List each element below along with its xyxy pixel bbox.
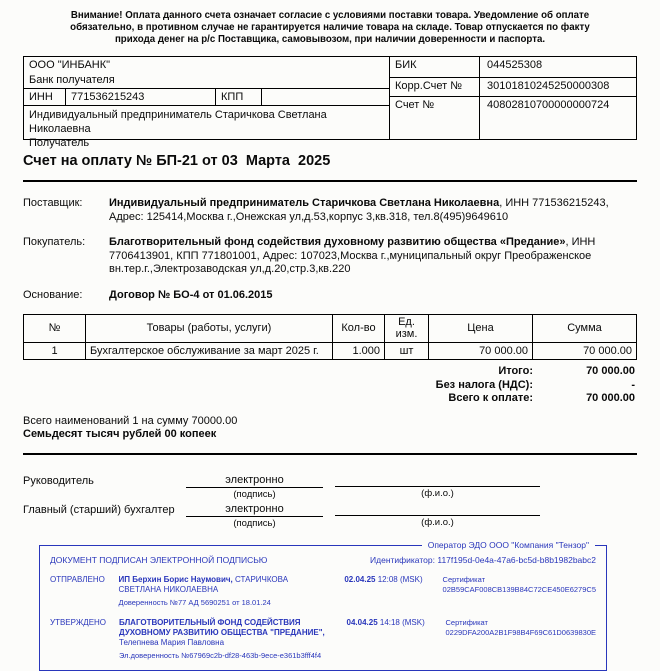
identifier-value: 117f195d-0e4a-47a6-bc5d-b8b1982babc2 [437,554,596,565]
identifier [370,555,596,565]
entry-party [119,618,326,661]
entry-party-bold: БЛАГОТВОРИТЕЛЬНЫЙ ФОНД СОДЕЙСТВИЯ ДУХОВНОМУ РАЗВИТИЮ ОБЩЕСТВА "ПРЕДАНИЕ", [119,617,325,637]
account-value: 40802810700000000724 [487,99,610,111]
header-num: № [24,315,86,343]
basis-row [23,289,637,303]
accountant-signature-block [186,503,323,529]
bank-name: ООО "ИНБАНК" [29,59,111,71]
total-label: Без налога (НДС): [435,378,533,391]
entry-attorney: Доверенность №77 АД 5690251 от 18.01.24 [118,597,271,607]
item-description: Бухгалтерское обслуживание за март 2025 г. [86,343,333,360]
bank-right-section [389,57,636,139]
bik-row [390,57,636,78]
signature-gap [323,503,335,529]
items-count-line: Всего наименований 1 на сумму 70000.00 [23,414,238,427]
accountant-role-label: Главный (старший) бухгалтер [23,503,175,516]
buyer-details: , ИНН 7706413901, КПП 771801001, Адрес: 107023,Москва г.,муниципальный округ Преображенское вн.тер.г.,Электрозаводская ул,д.20,стр.3,кв.220 [109,236,596,275]
buyer-name: Благотворительный фонд содействия духовному развитию общества «Предание» [109,236,566,248]
signature-caption: (подпись) [233,488,276,500]
inn-label: ИНН [24,89,66,105]
entry-time: 12:08 (MSK) [375,574,423,584]
entry-status: ОТПРАВЛЕНО [50,575,105,584]
accountant-signature-value: электронно [186,503,323,517]
accountant-signature-row [23,503,637,529]
stamp-entry-sent [50,575,596,608]
header-qty: Кол-во [333,315,385,343]
corr-account-row [390,78,636,97]
director-signature-value: электронно [186,474,323,488]
edo-operator-label: Оператор ЭДО ООО "Компания "Тензор" [422,540,595,550]
supplier-value [109,197,637,224]
total-line-nds [23,379,637,393]
title-divider [23,180,637,182]
stamp-header [50,555,596,565]
director-fio-block [335,474,540,500]
entry-party-rest: СТАРИЧКОВА СВЕТЛАНА НИКОЛАЕВНА [118,574,289,594]
signed-statement: ДОКУМЕНТ ПОДПИСАН ЭЛЕКТРОННОЙ ПОДПИСЬЮ [50,554,268,565]
signature-caption: (подпись) [233,517,276,529]
entry-party-main [119,575,325,595]
header-sum: Сумма [533,315,637,343]
corr-account-value: 30101810245250000308 [487,80,610,92]
entry-person: Телепнева Мария Павловна [119,637,225,647]
supplier-details: , ИНН 771536215243, Адрес: 125414,Москва г.,Онежская ул,д.53,корпус 3,кв.318, тел.8(495)9649610 [109,197,609,223]
corr-account-label: Корр.Счет № [390,78,480,96]
director-role-label: Руководитель [23,474,94,487]
entry-party-bold: ИП Берхин Борис Наумович, [118,574,233,584]
bank-name-caption: Банк получателя [29,74,115,86]
supplier-name: Индивидуальный предприниматель Старичкова Светлана Николаевна [109,197,500,209]
bik-value: 044525308 [487,59,543,71]
basis-value: Договор № БО-4 от 01.06.2015 [109,288,273,301]
basis-label: Основание: [23,288,83,301]
director-signature-block [186,474,323,500]
payee-name: Индивидуальный предприниматель Старичкова Светлана Николаевна [29,109,327,135]
invoice-title: Счет на оплату № БП-21 от 03 Марта 2025 [23,153,331,169]
bank-name-cell [24,57,389,89]
fio-caption: (ф.и.о.) [421,516,454,528]
bik-label: БИК [390,57,480,77]
e-signature-stamp [39,539,607,671]
totals-section [23,365,637,406]
entry-time: 14:18 (MSK) [377,617,425,627]
total-line-itogo [23,365,637,379]
items-header-row [24,315,637,343]
accountant-fio-line [335,503,540,516]
header-goods: Товары (работы, услуги) [86,315,333,343]
total-value: - [631,378,635,391]
signature-gap [323,474,335,500]
total-label: Всего к оплате: [448,392,533,404]
item-unit: шт [385,343,429,360]
entry-datetime [347,618,446,661]
payee-cell [24,106,389,152]
item-qty: 1.000 [333,343,385,360]
entry-status: УТВЕРЖДЕНО [50,618,107,627]
item-sum: 70 000.00 [533,343,637,360]
bank-left-section [24,57,389,149]
entry-party [119,575,325,608]
item-num: 1 [24,343,86,360]
bank-requisites-table [23,56,637,149]
parties-section [23,197,637,302]
supplier-row [23,197,637,224]
items-table [23,314,637,360]
entry-party-main [119,618,326,638]
total-value: 70 000.00 [586,365,635,377]
total-label: Итого: [498,365,533,377]
entry-datetime [344,575,442,608]
accountant-fio-block [335,503,540,529]
payment-warning-text: Внимание! Оплата данного счета означает согласие с условиями поставки товара. Уведомление об оплате обязательно, в противном случае не гарантируется наличие товара на складе. Товар отпускается по факту прихода денег на р/с Поставщика, самовывозом, при наличии доверенности и паспорта. [70,10,590,45]
buyer-label: Покупатель: [23,236,86,248]
amount-in-words: Семьдесят тысяч рублей 00 копеек [23,428,217,440]
kpp-label: КПП [216,89,262,105]
header-unit: Ед. изм. [385,315,429,343]
account-row [390,97,636,139]
entry-certificate: Сертификат 0229DFA200A2B1F98B4F69C61D0639830E [445,617,597,637]
e-signature-stamp-box [39,545,607,671]
signatures-section [23,474,637,529]
buyer-value [109,236,637,277]
account-label: Счет № [390,97,480,139]
summary-divider [23,453,637,455]
entry-date: 04.04.25 [346,617,378,627]
stamp-entry-approved [50,618,596,661]
header-price: Цена [429,315,533,343]
supplier-label: Поставщик: [23,197,83,209]
total-line-vsego [23,392,637,406]
entry-date: 02.04.25 [344,574,376,584]
director-fio-line [335,474,540,487]
entry-certificate: Сертификат 02B59CAF008CB139B84C72CE450E6279C5 [442,574,596,594]
item-price: 70 000.00 [429,343,533,360]
payee-caption: Получатель [29,137,90,149]
buyer-row [23,236,637,277]
fio-caption: (ф.и.о.) [421,487,454,499]
director-signature-row [23,474,637,500]
total-value: 70 000.00 [586,392,635,404]
inn-value: 771536215243 [66,89,216,105]
kpp-value [262,89,389,105]
inn-kpp-row [24,89,389,106]
table-row [24,343,637,360]
entry-attorney: Эл.доверенность №67969c2b-df28-463b-9ece-e361b3fff4f4 [119,650,322,660]
identifier-label: Идентификатор: [370,554,435,565]
